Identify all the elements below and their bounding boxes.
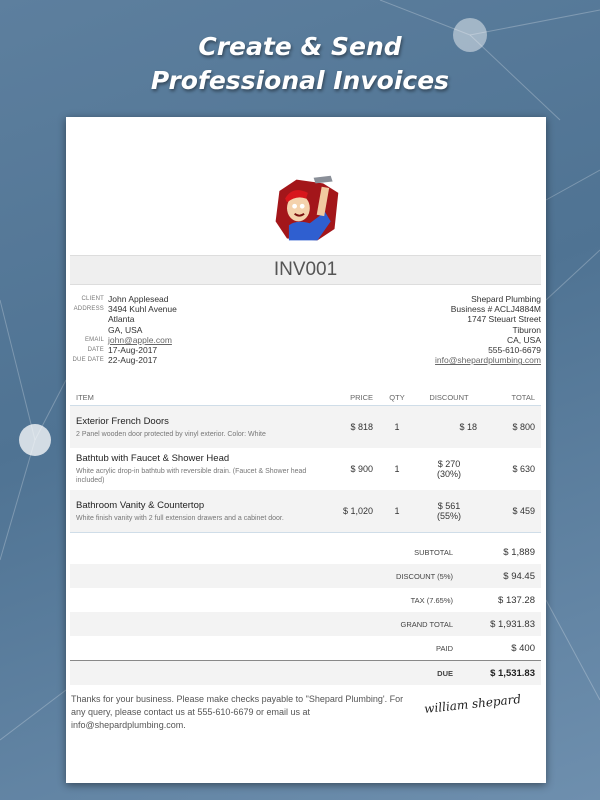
subtotal-row: [70, 540, 541, 564]
grand-total-row: [70, 612, 541, 636]
item-description: White finish vanity with 2 full extension drawers and a cabinet door.: [76, 514, 284, 522]
item-qty: 1: [394, 464, 400, 474]
business-street: 1747 Steuart Street: [467, 314, 541, 325]
table-row[interactable]: [70, 448, 541, 490]
total-value: $ 1,931.83: [490, 618, 535, 630]
total-value: $ 94.45: [503, 570, 535, 582]
item-discount: $ 270: [437, 459, 461, 469]
item-price: $ 1,020: [317, 490, 379, 533]
item-name: Exterior French Doors: [76, 415, 169, 427]
item-description: 2 Panel wooden door protected by vinyl exterior. Color: White: [76, 430, 266, 438]
column-item: ITEM: [70, 390, 317, 406]
column-total: TOTAL: [483, 390, 541, 406]
email-label: EMAIL: [84, 336, 104, 343]
total-label: DUE: [437, 668, 453, 678]
table-header: [70, 390, 541, 406]
item-qty: 1: [379, 406, 415, 449]
client-name: John Applesead: [108, 294, 169, 304]
item-name: Bathtub with Faucet & Shower Head: [76, 453, 230, 464]
tax-row: [70, 588, 541, 612]
item-total: $ 459: [483, 490, 541, 533]
item-discount-pct: (55%): [436, 511, 461, 521]
business-details: [435, 294, 541, 365]
item-description: White acrylic drop-in bathtub with reversible drain. (Faucet & Shower head included): [76, 468, 307, 484]
item-discount: $ 18: [459, 422, 477, 432]
invoice-due-date: 22-Aug-2017: [108, 355, 158, 366]
total-label: GRAND TOTAL: [400, 619, 453, 629]
totals-section: [70, 540, 541, 685]
total-label: DISCOUNT (5%): [396, 571, 453, 581]
client-details: [70, 294, 177, 365]
item-discount: $ 561: [437, 501, 461, 511]
total-label: SUBTOTAL: [414, 547, 453, 557]
client-address-line: Atlanta: [108, 314, 135, 325]
column-price: PRICE: [317, 390, 379, 406]
payment-note: Thanks for your business. Please make checks payable to "Shepard Plumbing'. For any query, please contact us at 555-610-6679 or email us at info@shepardplumbing.com.: [71, 694, 404, 730]
client-address-line: 3494 Kuhl Avenue: [108, 304, 177, 315]
item-discount-pct: (30%): [436, 469, 461, 479]
total-value: $ 137.28: [498, 594, 535, 606]
promo-line-1: Create & Send: [198, 32, 402, 61]
promo-line-2: Professional Invoices: [150, 66, 450, 95]
total-value: $ 1,889: [503, 546, 535, 558]
business-number: Business # ACLJ4884M: [450, 304, 541, 315]
plumber-mascot-icon: [268, 172, 344, 248]
signature: william shepard: [423, 691, 522, 717]
client-address-line: GA, USA: [108, 324, 143, 335]
invoice-number: INV001: [70, 255, 541, 285]
line-items-table: [70, 390, 541, 533]
due-row: [70, 660, 541, 685]
business-region: CA, USA: [506, 334, 541, 345]
business-email-link[interactable]: info@shepardplumbing.com: [435, 355, 541, 366]
item-total: $ 800: [483, 406, 541, 449]
address-label: ADDRESS: [73, 306, 104, 313]
total-label: TAX (7.65%): [410, 595, 453, 605]
business-city: Tiburon: [512, 324, 541, 335]
invoice-date: 17-Aug-2017: [108, 345, 158, 356]
item-total: $ 630: [512, 464, 535, 474]
due-date-label: DUE DATE: [72, 357, 104, 364]
business-phone: 555-610-6679: [488, 345, 541, 356]
total-value: $ 400: [511, 642, 535, 654]
promo-headline: [0, 30, 600, 98]
client-label: CLIENT: [81, 296, 104, 302]
table-row[interactable]: [70, 406, 541, 449]
item-qty: 1: [379, 490, 415, 533]
item-name: Bathroom Vanity & Countertop: [76, 499, 205, 511]
total-label: PAID: [436, 643, 453, 653]
business-name: Shepard Plumbing: [471, 294, 541, 304]
item-price: $ 818: [317, 406, 379, 449]
invoice-page: [66, 117, 546, 783]
client-email-link[interactable]: john@apple.com: [108, 334, 172, 345]
paid-row: [70, 636, 541, 660]
discount-row: [70, 564, 541, 588]
date-label: DATE: [87, 347, 104, 354]
item-price: $ 900: [350, 464, 373, 474]
total-value: $ 1,531.83: [490, 667, 535, 679]
column-discount: DISCOUNT: [415, 390, 483, 406]
column-qty: QTY: [379, 390, 415, 406]
table-row[interactable]: [70, 490, 541, 533]
